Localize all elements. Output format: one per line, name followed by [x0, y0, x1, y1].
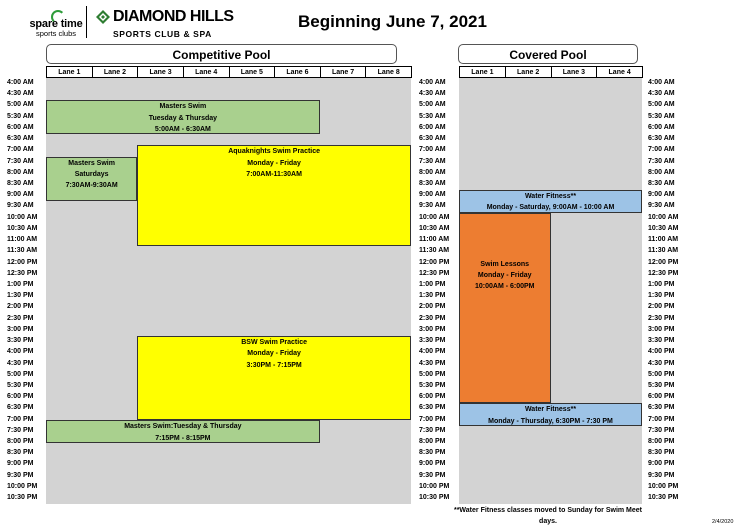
- right-time-label: 5:30 AM: [648, 112, 675, 120]
- right-time-label: 11:00 AM: [648, 236, 679, 244]
- right-time-label: 5:00 PM: [648, 370, 675, 378]
- bsw-swim-practice-line-2: Monday - Friday: [247, 350, 301, 358]
- right-time-label: 11:30 AM: [648, 247, 679, 255]
- right-time-label: 10:30 AM: [648, 224, 679, 232]
- left-time-label: 6:30 AM: [7, 135, 34, 143]
- masters-swim-saturdays-line-1: Masters Swim: [68, 159, 115, 167]
- masters-swim-saturdays-line-2: Saturdays: [74, 170, 109, 178]
- water-fitness-evening-line-1: Water Fitness**: [524, 406, 577, 414]
- competitive-pool-lane-5-header: Lane 5: [229, 66, 276, 78]
- right-time-label: 8:00 PM: [648, 438, 675, 446]
- middle-time-label: 8:00 PM: [419, 438, 446, 446]
- right-time-label: 6:30 AM: [648, 135, 675, 143]
- competitive-pool-lane-2-header: Lane 2: [92, 66, 139, 78]
- masters-swim-saturdays-line-3: 7:30AM-9:30AM: [65, 182, 118, 190]
- left-time-label: 4:00 AM: [7, 79, 34, 86]
- masters-swim-tue-thu-am-line-2: Tuesday & Thursday: [148, 114, 218, 122]
- left-time-label: 8:30 AM: [7, 179, 34, 187]
- competitive-pool-lane-3-header: Lane 3: [137, 66, 184, 78]
- left-time-label: 5:00 PM: [7, 370, 34, 378]
- left-time-label: 11:00 AM: [7, 236, 38, 244]
- right-time-label: 3:00 PM: [648, 325, 675, 333]
- masters-swim-tue-thu-am-line-3: 5:00AM - 6:30AM: [154, 126, 211, 134]
- bsw-swim-practice-block: [137, 336, 411, 420]
- left-time-label: 8:00 AM: [7, 168, 34, 176]
- middle-time-label: 3:30 PM: [419, 337, 446, 345]
- spare-time-wordmark: spare time: [29, 18, 83, 30]
- middle-time-label: 10:00 AM: [419, 213, 450, 221]
- middle-time-label: 4:00 PM: [419, 348, 446, 356]
- masters-swim-tue-thu-pm-block: [46, 420, 320, 442]
- middle-time-label: 2:30 PM: [419, 314, 446, 322]
- left-time-label: 11:30 AM: [7, 247, 38, 255]
- right-time-label: 9:00 AM: [648, 191, 675, 199]
- right-time-label: 6:00 AM: [648, 123, 675, 131]
- left-time-label: 4:30 PM: [7, 359, 34, 367]
- middle-time-label: 8:30 AM: [419, 179, 446, 187]
- left-time-label: 2:30 PM: [7, 314, 34, 322]
- middle-time-label: 6:00 PM: [419, 393, 446, 401]
- right-time-label: 12:30 PM: [648, 269, 679, 277]
- spare-time-logo: [22, 8, 90, 42]
- left-time-label: 10:30 PM: [7, 494, 38, 502]
- middle-time-label: 9:30 AM: [419, 202, 446, 210]
- right-time-label: 4:30 AM: [648, 90, 675, 98]
- competitive-pool-lane-4-header: Lane 4: [183, 66, 230, 78]
- left-time-label: 9:30 PM: [7, 471, 34, 479]
- left-time-label: 6:30 PM: [7, 404, 34, 412]
- middle-time-label: 10:30 PM: [419, 494, 450, 502]
- left-time-label: 12:00 PM: [7, 258, 38, 266]
- revision-date: 2/4/2020: [712, 519, 734, 525]
- right-time-label: 8:30 PM: [648, 449, 675, 457]
- covered-pool-lane-2-header: Lane 2: [505, 66, 552, 78]
- right-time-label: 9:30 AM: [648, 202, 675, 210]
- middle-time-label: 7:30 AM: [419, 157, 446, 165]
- right-time-label: 9:30 PM: [648, 471, 675, 479]
- left-time-label: 1:30 PM: [7, 292, 34, 300]
- middle-time-label: 12:00 PM: [419, 258, 450, 266]
- competitive-pool-lane-1-header: Lane 1: [46, 66, 93, 78]
- left-time-label: 5:00 AM: [7, 101, 34, 109]
- diamond-icon: [96, 10, 110, 24]
- right-time-label: 1:00 PM: [648, 280, 675, 288]
- middle-time-label: 8:30 PM: [419, 449, 446, 457]
- water-fitness-footnote: **Water Fitness classes moved to Sunday for Swim Meet days.: [453, 507, 643, 525]
- sports-clubs-text: sports clubs: [35, 29, 77, 38]
- right-time-label: 2:00 PM: [648, 303, 675, 311]
- middle-time-label: 10:00 PM: [419, 482, 450, 490]
- left-time-label: 3:00 PM: [7, 325, 34, 333]
- right-time-label: 12:00 PM: [648, 258, 679, 266]
- sports-club-spa-text: SPORTS CLUB & SPA: [113, 29, 212, 39]
- right-time-label: 3:30 PM: [648, 337, 675, 345]
- right-time-label: 10:00 AM: [648, 213, 679, 221]
- left-time-label: 10:00 PM: [7, 482, 38, 490]
- middle-time-label: 2:00 PM: [419, 303, 446, 311]
- middle-time-label: 7:30 PM: [419, 426, 446, 434]
- left-time-label: 4:00 PM: [7, 348, 34, 356]
- left-time-label: 9:00 AM: [7, 191, 34, 199]
- aquaknights-swim-practice-block: [137, 145, 411, 246]
- left-time-label: 8:00 PM: [7, 438, 34, 446]
- middle-time-label: 5:30 PM: [419, 381, 446, 389]
- middle-time-label: 4:00 AM: [419, 79, 446, 86]
- masters-swim-tue-thu-pm-line-1: Masters Swim:Tuesday & Thursday: [124, 423, 242, 431]
- aquaknights-swim-practice-line-2: Monday - Friday: [247, 159, 301, 167]
- left-time-label: 7:00 PM: [7, 415, 34, 423]
- right-time-label: 5:00 AM: [648, 101, 675, 109]
- middle-time-label: 4:30 PM: [419, 359, 446, 367]
- middle-time-label: 6:30 AM: [419, 135, 446, 143]
- right-time-label: 9:00 PM: [648, 460, 675, 468]
- covered-pool-lane-3-header: Lane 3: [551, 66, 598, 78]
- masters-swim-tue-thu-am-block: [46, 100, 320, 134]
- middle-time-label: 11:00 AM: [419, 236, 450, 244]
- water-fitness-evening-line-2: Monday - Thursday, 6:30PM - 7:30 PM: [488, 417, 613, 425]
- middle-time-label: 4:30 AM: [419, 90, 446, 98]
- right-time-label: 2:30 PM: [648, 314, 675, 322]
- left-time-label: 6:00 PM: [7, 393, 34, 401]
- middle-time-label: 5:00 AM: [419, 101, 446, 109]
- left-time-label: 6:00 AM: [7, 123, 34, 131]
- left-time-label: 12:30 PM: [7, 269, 38, 277]
- water-fitness-evening-block: [459, 403, 642, 425]
- left-time-label: 5:30 AM: [7, 112, 34, 120]
- competitive-pool-lane-6-header: Lane 6: [274, 66, 321, 78]
- right-time-label: 4:00 AM: [648, 79, 675, 86]
- right-time-label: 7:30 AM: [648, 157, 675, 165]
- middle-time-label: 9:00 AM: [419, 191, 446, 199]
- right-time-label: 7:00 AM: [648, 146, 675, 154]
- right-time-label: 10:00 PM: [648, 482, 679, 490]
- middle-time-label: 6:00 AM: [419, 123, 446, 131]
- diamond-hills-wordmark: DIAMOND HILLS: [113, 8, 234, 25]
- covered-pool-lane-1-header: Lane 1: [459, 66, 506, 78]
- middle-time-label: 9:30 PM: [419, 471, 446, 479]
- right-time-label: 4:30 PM: [648, 359, 675, 367]
- middle-time-label: 5:30 AM: [419, 112, 446, 120]
- aquaknights-swim-practice-line-3: 7:00AM-11:30AM: [246, 170, 302, 178]
- left-time-label: 5:30 PM: [7, 381, 34, 389]
- right-time-label: 4:00 PM: [648, 348, 675, 356]
- middle-time-label: 12:30 PM: [419, 269, 450, 277]
- middle-time-label: 9:00 PM: [419, 460, 446, 468]
- left-time-label: 10:30 AM: [7, 224, 38, 232]
- left-time-label: 9:00 PM: [7, 460, 34, 468]
- aquaknights-swim-practice-line-1: Aquaknights Swim Practice: [228, 148, 321, 156]
- swim-lessons-line-2: Monday - Friday: [477, 271, 532, 279]
- right-time-label: 6:30 PM: [648, 404, 675, 412]
- left-time-label: 2:00 PM: [7, 303, 34, 311]
- left-time-label: 10:00 AM: [7, 213, 38, 221]
- middle-time-label: 7:00 AM: [419, 146, 446, 154]
- left-time-label: 1:00 PM: [7, 280, 34, 288]
- diamond-hills-logo: [96, 8, 236, 42]
- middle-time-label: 3:00 PM: [419, 325, 446, 333]
- right-time-label: 1:30 PM: [648, 292, 675, 300]
- right-time-label: 6:00 PM: [648, 393, 675, 401]
- middle-time-label: 1:30 PM: [419, 292, 446, 300]
- middle-time-label: 8:00 AM: [419, 168, 446, 176]
- middle-time-label: 7:00 PM: [419, 415, 446, 423]
- middle-time-label: 5:00 PM: [419, 370, 446, 378]
- middle-time-label: 11:30 AM: [419, 247, 450, 255]
- left-time-label: 9:30 AM: [7, 202, 34, 210]
- right-time-label: 5:30 PM: [648, 381, 675, 389]
- right-time-label: 8:30 AM: [648, 179, 675, 187]
- right-time-label: 10:30 PM: [648, 494, 679, 502]
- swim-lessons-block: [459, 213, 551, 404]
- water-fitness-morning-line-1: Water Fitness**: [524, 193, 577, 201]
- competitive-pool-lane-8-header: Lane 8: [365, 66, 412, 78]
- water-fitness-morning-block: [459, 190, 642, 212]
- swoosh-icon: [51, 10, 65, 24]
- competitive-pool-title: Competitive Pool: [46, 44, 397, 64]
- swim-lessons-line-3: 10:00AM - 6:00PM: [474, 283, 535, 291]
- logo-divider: [86, 6, 87, 38]
- competitive-pool-lane-7-header: Lane 7: [320, 66, 367, 78]
- middle-time-label: 6:30 PM: [419, 404, 446, 412]
- right-time-label: 7:00 PM: [648, 415, 675, 423]
- page-title: Beginning June 7, 2021: [298, 12, 487, 31]
- left-time-label: 7:30 PM: [7, 426, 34, 434]
- masters-swim-saturdays-block: [46, 157, 137, 202]
- covered-pool-lane-4-header: Lane 4: [596, 66, 643, 78]
- bsw-swim-practice-line-1: BSW Swim Practice: [241, 339, 307, 347]
- right-time-label: 7:30 PM: [648, 426, 675, 434]
- bsw-swim-practice-line-3: 3:30PM - 7:15PM: [246, 361, 302, 369]
- left-time-label: 7:30 AM: [7, 157, 34, 165]
- water-fitness-morning-line-2: Monday - Saturday, 9:00AM - 10:00 AM: [486, 204, 615, 212]
- middle-time-label: 1:00 PM: [419, 280, 446, 288]
- masters-swim-tue-thu-am-line-1: Masters Swim: [159, 103, 207, 111]
- covered-pool-title: Covered Pool: [458, 44, 638, 64]
- swim-lessons-line-1: Swim Lessons: [480, 260, 530, 268]
- left-time-label: 4:30 AM: [7, 90, 34, 98]
- right-time-label: 8:00 AM: [648, 168, 675, 176]
- left-time-label: 3:30 PM: [7, 337, 34, 345]
- left-time-label: 7:00 AM: [7, 146, 34, 154]
- middle-time-label: 10:30 AM: [419, 224, 450, 232]
- masters-swim-tue-thu-pm-line-2: 7:15PM - 8:15PM: [155, 434, 211, 442]
- left-time-label: 8:30 PM: [7, 449, 34, 457]
